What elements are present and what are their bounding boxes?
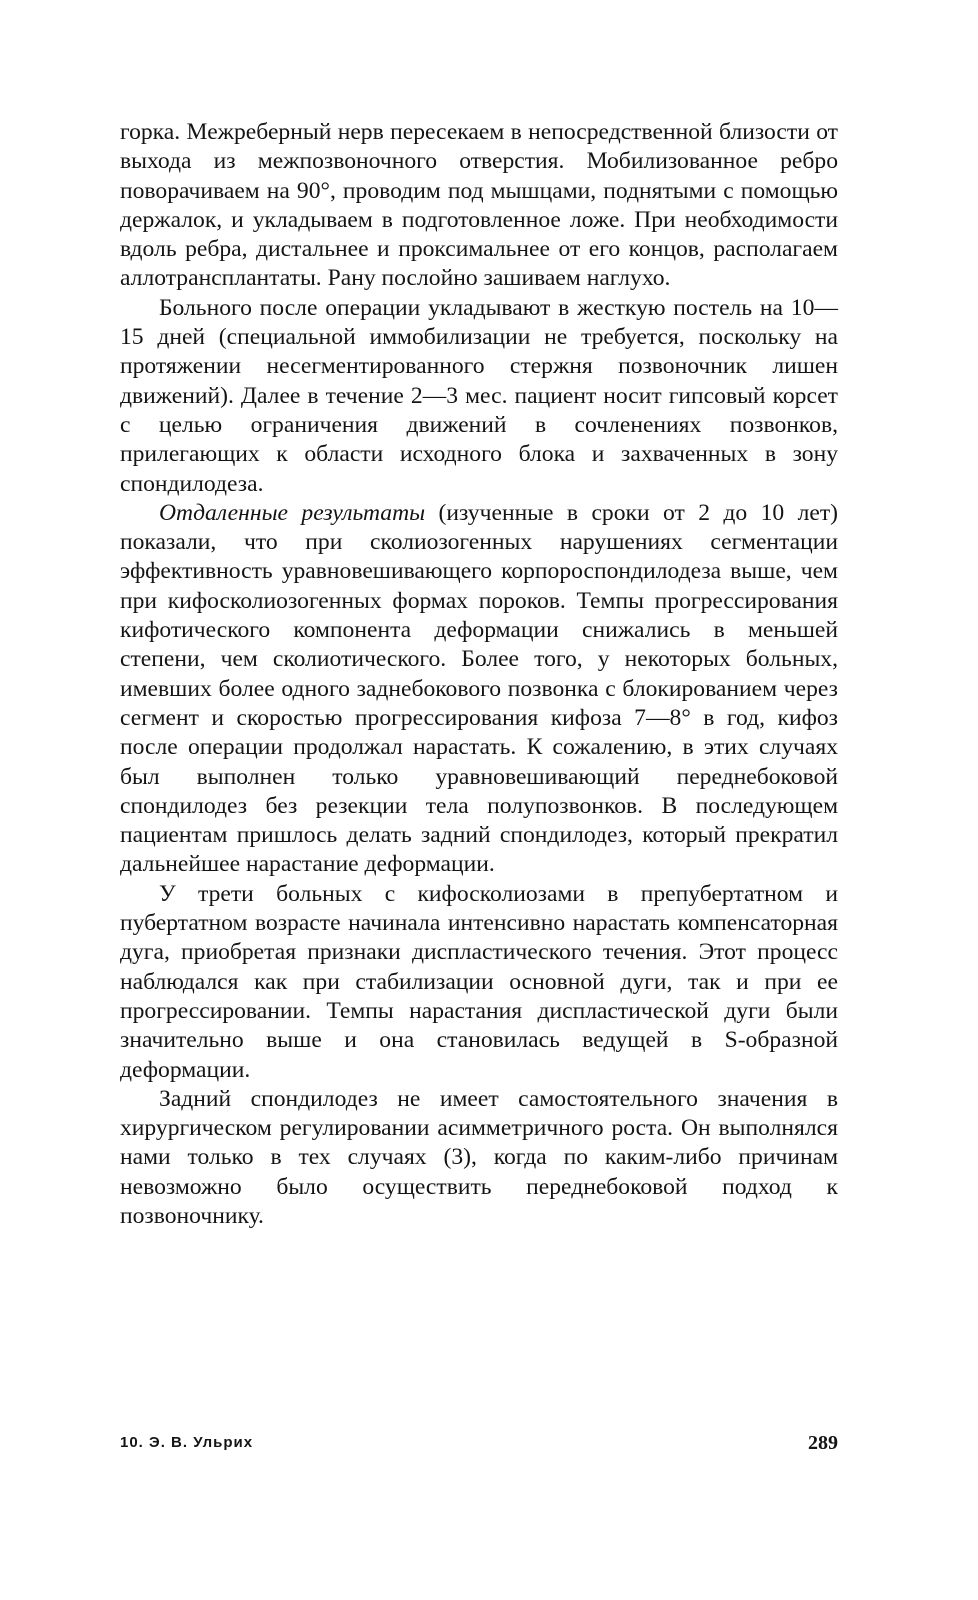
paragraph-1: горка. Межреберный нерв пересекаем в непосредственной близости от выхода из межпозвоночного отверстия. Мобилизованное ребро поворачиваем на 90°, проводим под мышцами, поднятыми с помощью держалок, и укладываем в подготовленное ложе. При необходимости вдоль ребра, дистальнее и проксимальнее от его концов, располагаем аллотрансплантаты. Рану послойно зашиваем наглухо. (120, 119, 838, 292)
paragraph-3-text: (изученные в сроки от 2 до 10 лет) показали, что при сколиозогенных нарушениях сегментации эффективность уравновешивающего корпороспондилодеза выше, чем при кифосколиозогенных формах пороков. Темпы прогрессирования кифотического компонента деформации снижались в меньшей степени, чем сколиотического. Более того, у некоторых больных, имевших более одного заднебокового позвонка с блокированием через сегмент и скоростью прогрессирования кифоза 7—8° в год, кифоз после операции продолжал нарастать. К сожалению, в этих случаях был выполнен только уравновешивающий переднебоковой спондилодез без резекции тела полупозвонков. В последующем пациентам пришлось делать задний спондилодез, который прекратил дальнейшее нарастание деформации. (120, 499, 838, 878)
page-body (120, 118, 838, 1231)
signature-mark: 10. Э. В. Ульрих (120, 1434, 254, 1451)
page-number: 289 (808, 1432, 838, 1454)
paragraph-4: У трети больных с кифосколиозами в препубертатном и пубертатном возрасте начинала интенсивно нарастать компенсаторная дуга, приобретая признаки диспластического течения. Этот процесс наблюдался как при стабилизации основной дуги, так и при ее прогрессировании. Темпы нарастания диспластической дуги были значительно выше и она становилась ведущей в S-образной деформации. (120, 880, 838, 1083)
page-footer (120, 1432, 838, 1456)
paragraph-2: Больного после операции укладывают в жесткую постель на 10—15 дней (специальной иммобилизации не требуется, поскольку на протяжении несегментированного стержня позвоночник лишен движений). Далее в течение 2—3 мес. пациент носит гипсовый корсет с целью ограничения движений в сочленениях позвонков, прилегающих к области исходного блока и захваченных в зону спондилодеза. (120, 294, 838, 497)
paragraph-3 (120, 499, 838, 880)
italic-heading: Отдаленные результаты (159, 499, 426, 526)
paragraph-5: Задний спондилодез не имеет самостоятельного значения в хирургическом регулировании асимметричного роста. Он выполнялся нами только в тех случаях (3), когда по каким-либо причинам невозможно было осуществить переднебоковой подход к позвоночнику. (120, 1085, 838, 1229)
